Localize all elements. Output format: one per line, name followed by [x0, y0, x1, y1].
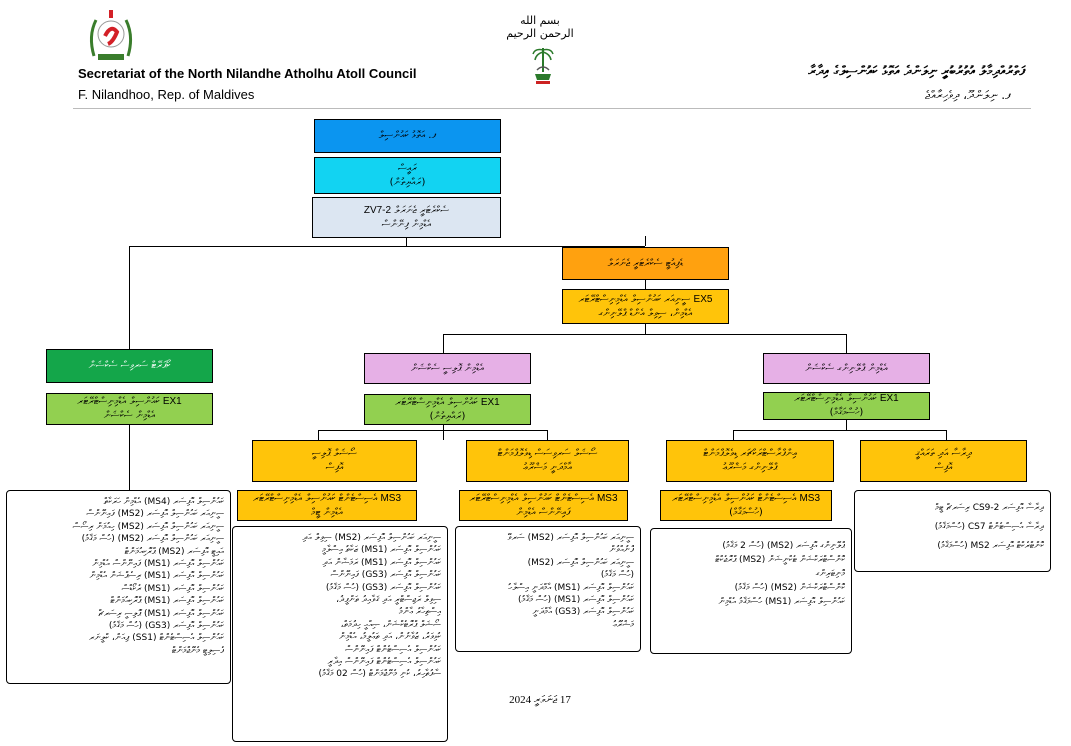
- list-item: ކައުންސިލް އޮފިސަރ (MS1) ޕްރޮކިއުމަންޓް: [110, 596, 224, 607]
- section-left-head-box: [46, 393, 213, 425]
- subunit-b-head-box: [459, 490, 628, 521]
- connector: [846, 334, 847, 353]
- section-mid-line1: ކައުންސިލް އެޑްމިނިސްޓްރޭޓަރ: [395, 396, 478, 408]
- list-item: ސިވިލް ރަޖިސްޓްރީ އަދި ޤަވާއިދު ތަންފީޛު،: [336, 595, 441, 606]
- subunit-c-code: MS3: [799, 492, 821, 504]
- list-item: ކައުންސިލް އޮފިސަރ (MS1) ހުސްމަޤާމު އެޑްމިން: [718, 597, 845, 607]
- section-left-line1: ކައުންސިލް އެޑްމިނިސްޓްރޭޓަރ: [77, 396, 160, 407]
- list-item: ސީނިއަރ ކައުންސިލް އޮފިސަރ (MS2) (ހުސް މަޤާމު): [81, 534, 224, 545]
- president-title: ރައީސް: [397, 162, 418, 174]
- deputy-secretary-line2: އެޑްމިން، ސިވިލް އެންޑް ޕްލޭނިންގ: [598, 307, 693, 319]
- connector: [946, 430, 947, 440]
- list-item: ކައުންސިލް އޮފިސަރ (GS3) (ހުސް މަޤާމު): [325, 582, 441, 593]
- list-item: ކައުންސިލް އޮފިސަރ (MS1) ރިސެޕްޝަން އެޑްމިން: [89, 571, 224, 582]
- subunit-b-line2: އާމްދަނީ މަޝްރޫޢު: [523, 462, 572, 473]
- deputy-secretary-code: EX5: [693, 293, 713, 305]
- list-item: ސީނިއަރ ކައުންސިލް އޮފިސަރ (MS2): [527, 557, 634, 568]
- list-item: ކައުންސިލް އޮފިސަރ (GS3) (ހުސް މަޤާމު): [108, 621, 224, 632]
- list-item: ކައުންސިލް އެސިސްޓެންޓް ފައިނޭންސް: [344, 644, 441, 655]
- list-item: ފެސިލިޓީ މެނޭޖްމަންޓް: [171, 645, 224, 656]
- list-item: ކައުންސިލް އޮފިސަރ (MS1) ރެކޯޑްސް: [121, 583, 224, 594]
- connector: [733, 430, 947, 431]
- section-mid-code: EX1: [480, 396, 500, 408]
- list-item: އިސްތިހާރު ޢާންމު: [398, 607, 441, 618]
- header-divider: [73, 108, 1031, 109]
- bismillah: بسم الله الرحمن الرحيم: [506, 14, 574, 40]
- list-item: ކައުންސިލް އޮފިސަރ (GS3) އާމްދަނީ: [532, 607, 634, 618]
- list-item: ދިރާސާ އޮފިސަރ CS9-2 ރިސަރޗް ޓީމް: [934, 503, 1044, 513]
- list-item: ކޮންސްޓްރަކްޝަން (MS2) (ހުސް މަޤާމު): [734, 583, 845, 593]
- list-item: ކައުންސިލް އެސިސްޓެންޓް ފައިނޭންސް އިދާރީ: [327, 657, 441, 668]
- staff-list-right: [650, 528, 852, 654]
- connector: [645, 324, 646, 334]
- section-left-line2: އެޑްމިން ސެކްޝަން: [103, 410, 156, 421]
- connector: [443, 334, 444, 353]
- subunit-b-title-box: [466, 440, 629, 482]
- subunit-c-title: އިންފްރާސްޓްރަކްޗަރ ޑިވެލޮޕްމަންޓް: [703, 448, 797, 459]
- list-item: ކައުންސިލް އޮފިސަރ (MS4) އެޑްމިން ހަރަކާތް: [103, 497, 224, 507]
- list-item: ސީނިއަރ ކައުންސިލް އޮފިސަރ (MS2) ހިއުމަން ރިސޯސް: [72, 521, 224, 532]
- subunit-b-title: ސޯޝަލް ސަރވިސަސް ޑިވެލޮޕްމަންޓް: [497, 448, 598, 459]
- list-item: ސީނިއަރ ކައުންސިލް އޮފިސަރ (MS2) ފައިނޭންސް: [86, 509, 224, 520]
- connector: [129, 425, 130, 490]
- list-item: އައިޓީ އޮފިސަރ (MS2) ޕްރޮކިއުމަންޓް: [124, 546, 224, 557]
- connector: [318, 430, 547, 431]
- subunit-a-title-box: [252, 440, 417, 482]
- list-item: ކައުންސިލް އޮފިސަރ (MS1) (ހުސް މަޤާމު): [518, 595, 634, 606]
- subunit-a-line3: އެޑްމިން ޓީމް: [311, 506, 343, 518]
- secretary-general-title: ސެކްރެޓަރީ ޖެނަރަލް: [394, 204, 450, 216]
- subunit-d-line2: އޮފިސް: [934, 462, 953, 473]
- subunit-c-line3: (ހުސްމަޤާމް): [729, 506, 763, 518]
- president-box: [314, 157, 501, 194]
- palm-emblem-icon: [532, 42, 554, 88]
- deputy-secretary-title: ޑެޕިއުޓީ ސެކްރެޓަރީ ޖެނަރަލް: [607, 257, 684, 269]
- connector: [645, 236, 646, 246]
- list-item: މޮނިޓަރިންގ: [815, 569, 845, 579]
- section-right-code: EX1: [879, 393, 899, 404]
- subunit-d-title-box: [860, 440, 1027, 482]
- council-label: ފ. އަތޮޅު ކައުންސިލް: [378, 130, 437, 141]
- subunit-b-code: MS3: [596, 492, 618, 504]
- list-item: ކައުންސިލް އޮފިސަރ (MS1) ޒަކާތު އިސްލާމީ: [321, 545, 441, 556]
- subunit-c-line1: އެސިސްޓެންޓް ކައުންސިލް އެޑްމިނިސްޓްރޭޓަރ: [671, 492, 797, 504]
- list-item: ދިރާސާ އެސިސްޓެންޓް CS7 (ހުސްމަޤާމު): [934, 522, 1044, 532]
- deputy-secretary-detail-box: [562, 289, 729, 324]
- secretary-general-subtitle: އެޑްމިން ފިނޭންސް: [381, 218, 432, 230]
- list-item: ސީނިއަރ ކައުންސިލް އޮފިސަރ (MS2) ސަރވޭ: [507, 533, 634, 543]
- staff-list-mid-left: [232, 526, 448, 742]
- section-right-line2: (ހުސްމަޤާމް): [829, 407, 864, 418]
- list-item: (ހުސް މަޤާމު): [600, 570, 634, 581]
- section-left-title-box: [46, 349, 213, 383]
- connector: [443, 425, 444, 440]
- list-item: ކޮންޓްރެކްޓް އޮފިސަރ MS2 (ހުސްމަޤާމު): [937, 541, 1044, 551]
- section-right-title: އެޑްމިން ޕްލޭނިންގ ސެކްޝަން: [805, 362, 888, 374]
- section-right-line1: ކައުންސިލް އެޑްމިނިސްޓްރޭޓަރ: [794, 393, 877, 404]
- connector: [318, 430, 319, 440]
- subunit-d-title: ދިރާސާ އަދި ތަރައްޤީ: [915, 448, 972, 459]
- staff-list-mid-right: [455, 526, 641, 652]
- list-item: ކައުންސިލް އޮފިސަރ (MS1) ޕޮލިސީ ރިސަރޗް: [98, 608, 224, 619]
- header-title-dv: ފަތްރުއްދިމާލު އުތުރުބުރީ ނިލަންދެ އަތޮޅު ކައުންސިލްގެ އިދާރާ: [808, 64, 1025, 79]
- section-right-head-box: [763, 392, 930, 420]
- list-item: ކައުންސިލް އޮފިސަރ (MS1) ރަމަޟާން އަދި: [322, 557, 441, 568]
- list-item: ކައުންސިލް އެސިސްޓެންޓް (SS1) ޕިއަން، ކްލީނަރ: [89, 633, 224, 644]
- subunit-b-line1: އެސިސްޓެންޓް ކައުންސިލް އެޑްމިނިސްޓްރޭޓަރ: [469, 492, 594, 504]
- section-mid-head-box: [364, 394, 531, 425]
- council-emblem: [86, 6, 136, 64]
- subunit-a-line1: އެސިސްޓެންޓް ކައުންސިލް އެޑްމިނިސްޓްރޭޓަރ: [252, 492, 378, 504]
- secretary-general-box: [312, 197, 501, 238]
- staff-list-far-right: [854, 490, 1051, 572]
- section-right-title-box: [763, 353, 930, 384]
- list-item: ކައުންސިލް އޮފިސަރ (MS1) އާމްދަނީ އިސްލާހު: [508, 582, 634, 593]
- president-status: (ރައްޔިތުން): [389, 176, 426, 188]
- list-item: ކައުންސިލް އޮފިސަރ (GS3) ފައިނޭންސް: [330, 570, 441, 581]
- footer-date: 17 ޖަނަވަރީ 2024: [509, 694, 571, 706]
- council-box: [314, 119, 501, 153]
- staff-list-left: [6, 490, 231, 684]
- list-item: ކުޅިވަރު، ޒުވާނުން، އަދި ތަޢުލީމު، އެޑްމިން: [339, 632, 441, 643]
- subunit-a-code: MS3: [380, 492, 402, 504]
- header-subtitle-en: F. Nilandhoo, Rep. of Maldives: [78, 87, 255, 102]
- header-title-en: Secretariat of the North Nilandhe Atholhu Atoll Council: [78, 66, 417, 81]
- list-item: ޕްލޭނިންގ އޮފިސަރ (MS2) (ހުސް 2 މަޤާމު): [722, 541, 845, 551]
- section-left-title: ކޯޕަރޭޓް ސަރވިސް ސެކްޝަން: [88, 360, 171, 371]
- list-item: މަޝްރޫޢު: [612, 619, 634, 630]
- section-mid-title-box: [364, 353, 531, 384]
- subunit-c-title-box: [666, 440, 834, 482]
- subunit-b-line3: ފައިނޭންސް އެޑްމިން: [516, 506, 571, 518]
- connector: [443, 334, 847, 335]
- section-left-code: EX1: [162, 396, 182, 407]
- secretary-general-code: ZV7-2: [363, 204, 392, 216]
- connector: [129, 246, 130, 349]
- emblem-icon: [86, 6, 136, 64]
- connector: [547, 430, 548, 440]
- list-item: ސީނިއަރ ކައުންސިލް އޮފިސަރ (MS2) ސިވިލް އަދި: [302, 533, 441, 543]
- subunit-c-line2: ޕްލޭނިންގ މަޝްރޫޢު: [722, 462, 778, 473]
- list-item: ސޯޝަލް ޕްރޮޓެކްޝަން، ޞިއްޙީ ހިދުމަތް،: [340, 619, 441, 630]
- list-item: ކޮންސްޓްރަކްޝަން ޓެކްނީޝަން (MS2) ޕްރޮޖެކްޓް: [715, 555, 845, 565]
- section-mid-line2: (ރައްޔިތުން): [429, 410, 466, 422]
- list-item: ކައުންސިލް އޮފިސަރ (MS1) ފައިނޭންސް އެޑްމިން: [92, 559, 224, 570]
- state-emblem: [532, 42, 554, 88]
- section-mid-title: އެޑްމިން ޕޮލިސީ ސެކްޝަން: [410, 362, 485, 374]
- deputy-secretary-line1: ސީނިއަރ ކައުންސިލް އެޑްމިނިސްޓްރޭޓަރ: [578, 293, 691, 305]
- connector: [846, 420, 847, 430]
- subunit-a-head-box: [237, 490, 417, 521]
- subunit-c-head-box: [660, 490, 832, 521]
- list-item: ސާފުތާހިރު، ކުނި މެނޭޖްމަންޓް (ހުސް 02 މަޤާމު): [318, 669, 441, 680]
- deputy-secretary-title-box: [562, 247, 729, 280]
- header-subtitle-dv: ފ. ނިލަންދޫ، ދިވެހިރާއްޖެ: [924, 88, 1011, 102]
- subunit-a-line2: އޮފިސް: [325, 462, 344, 473]
- list-item: ފޮނުއްވުން: [609, 545, 634, 556]
- connector: [733, 430, 734, 440]
- subunit-a-title: ސޯޝަލް ޕޮލިސީ: [312, 448, 357, 459]
